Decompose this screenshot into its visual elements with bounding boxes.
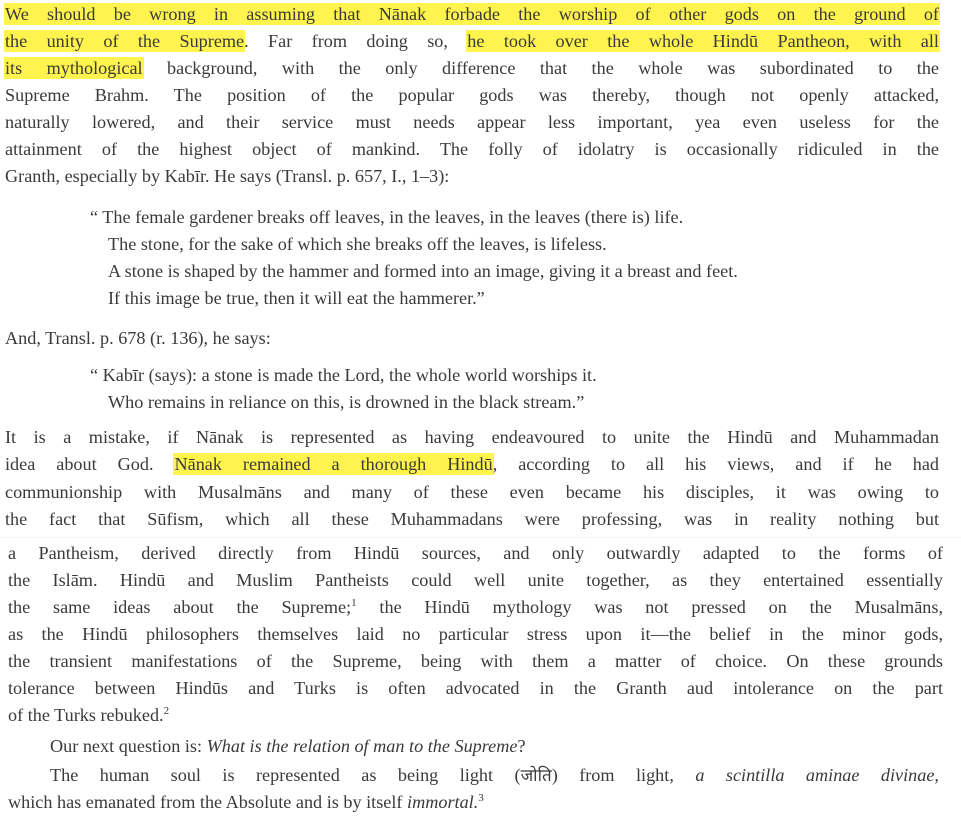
footnote-marker: 2 (163, 704, 170, 717)
scan-seam-divider (0, 537, 961, 538)
paragraph-2-line-2 (5, 451, 939, 478)
paragraph-1-line-4: Supreme Brahm. The position of the popular gods was thereby, though not openly attacked, (5, 85, 939, 105)
paragraph-1-line-3 (5, 55, 939, 82)
text-span: of the Turks rebuked. (8, 705, 164, 725)
paragraph-4-line-2 (8, 789, 943, 816)
highlight: its mythological (5, 58, 143, 78)
paragraph-1-line-6: attainment of the highest object of mankind. The folly of idolatry is occasionally ridiculed in the (5, 139, 939, 159)
paragraph-1-line-5: naturally lowered, and their service must needs appear less important, yea even useless for the (5, 112, 939, 132)
paragraph-2-line-9: the transient manifestations of the Supreme, being with them a matter of choice. On these grounds (8, 651, 943, 671)
text-span: . Far from doing so, (244, 31, 468, 51)
paragraph-1-line-2 (5, 28, 939, 55)
quote-2-line-2: Who remains in reliance on this, is drowned in the black stream.” (108, 392, 585, 412)
paragraph-1-line-7: Granth, especially by Kabīr. He says (Transl. p. 657, I., 1–3): (5, 166, 450, 186)
paragraph-2-line-8: as the Hindū philosophers themselves laid no particular stress upon it—the belief in the minor gods, (8, 624, 943, 644)
quote-1-line-2: The stone, for the sake of which she breaks off the leaves, is lifeless. (108, 234, 607, 254)
text-span: Our next question is: (50, 736, 207, 756)
paragraph-2-line-5: a Pantheism, derived directly from Hindū sources, and only outwardly adapted to the forms of (8, 543, 943, 563)
text-span: background, with the only difference that the whole was subordinated to the (142, 58, 939, 78)
paragraph-2-line-11 (8, 702, 943, 729)
quote-2-line-1: “ Kabīr (says): a stone is made the Lord, the whole world worships it. (90, 365, 597, 385)
text-span: , according to all his views, and if he had (492, 454, 939, 474)
highlight: We should be wrong in assuming that Nānak forbade the worship of other gods on the ground of (5, 4, 939, 24)
text-span: ) from light, (551, 765, 696, 785)
paragraph-2-line-4: the fact that Sūfism, which all these Muhammadans were professing, was in reality nothing but (5, 509, 939, 529)
text-span: which has emanated from the Absolute and is by itself (8, 792, 408, 812)
transition-line: And, Transl. p. 678 (r. 136), he says: (5, 328, 271, 348)
devanagari-word: जोति (520, 766, 552, 786)
text-span: the same ideas about the Supreme; (8, 597, 352, 617)
italic-question: What is the relation of man to the Supreme (206, 736, 518, 756)
paragraph-4-line-1 (50, 762, 939, 790)
paragraph-2-line-7 (8, 594, 943, 621)
quote-1-line-4: If this image be true, then it will eat the hammerer.” (108, 288, 485, 308)
paragraph-2-line-3: communionship with Musalmāns and many of these even became his disciples, it was owing to (5, 482, 939, 502)
italic-word: immortal. (407, 792, 479, 812)
text-span: The human soul is represented as being light ( (50, 765, 521, 785)
text-span: ? (517, 736, 526, 756)
quote-1-line-1: “ The female gardener breaks off leaves, in the leaves, in the leaves (there is) life. (90, 207, 684, 227)
paragraph-3 (50, 733, 939, 760)
highlight: he took over the whole Hindū Pantheon, with all (467, 31, 939, 51)
footnote-marker: 3 (478, 791, 484, 804)
quote-1-line-3: A stone is shaped by the hammer and formed into an image, giving it a breast and feet. (108, 261, 738, 281)
footnote-marker: 1 (351, 596, 357, 609)
paragraph-1-line-1 (5, 1, 939, 28)
text-span: idea about God. (5, 454, 175, 474)
text-span: the Hindū mythology was not pressed on the Musalmāns, (356, 597, 943, 617)
latin-phrase: a scintilla aminae divinae, (695, 765, 939, 785)
highlight: Nānak remained a thorough Hindū (174, 454, 493, 474)
paragraph-2-line-10: tolerance between Hindūs and Turks is often advocated in the Granth aud intolerance on the part (8, 678, 943, 698)
highlight: the unity of the Supreme (5, 31, 245, 51)
paragraph-2-line-6: the Islām. Hindū and Muslim Pantheists could well unite together, as they entertained essentially (8, 570, 943, 590)
paragraph-2-line-1: It is a mistake, if Nānak is represented as having endeavoured to unite the Hindū and Muhammadan (5, 427, 939, 447)
